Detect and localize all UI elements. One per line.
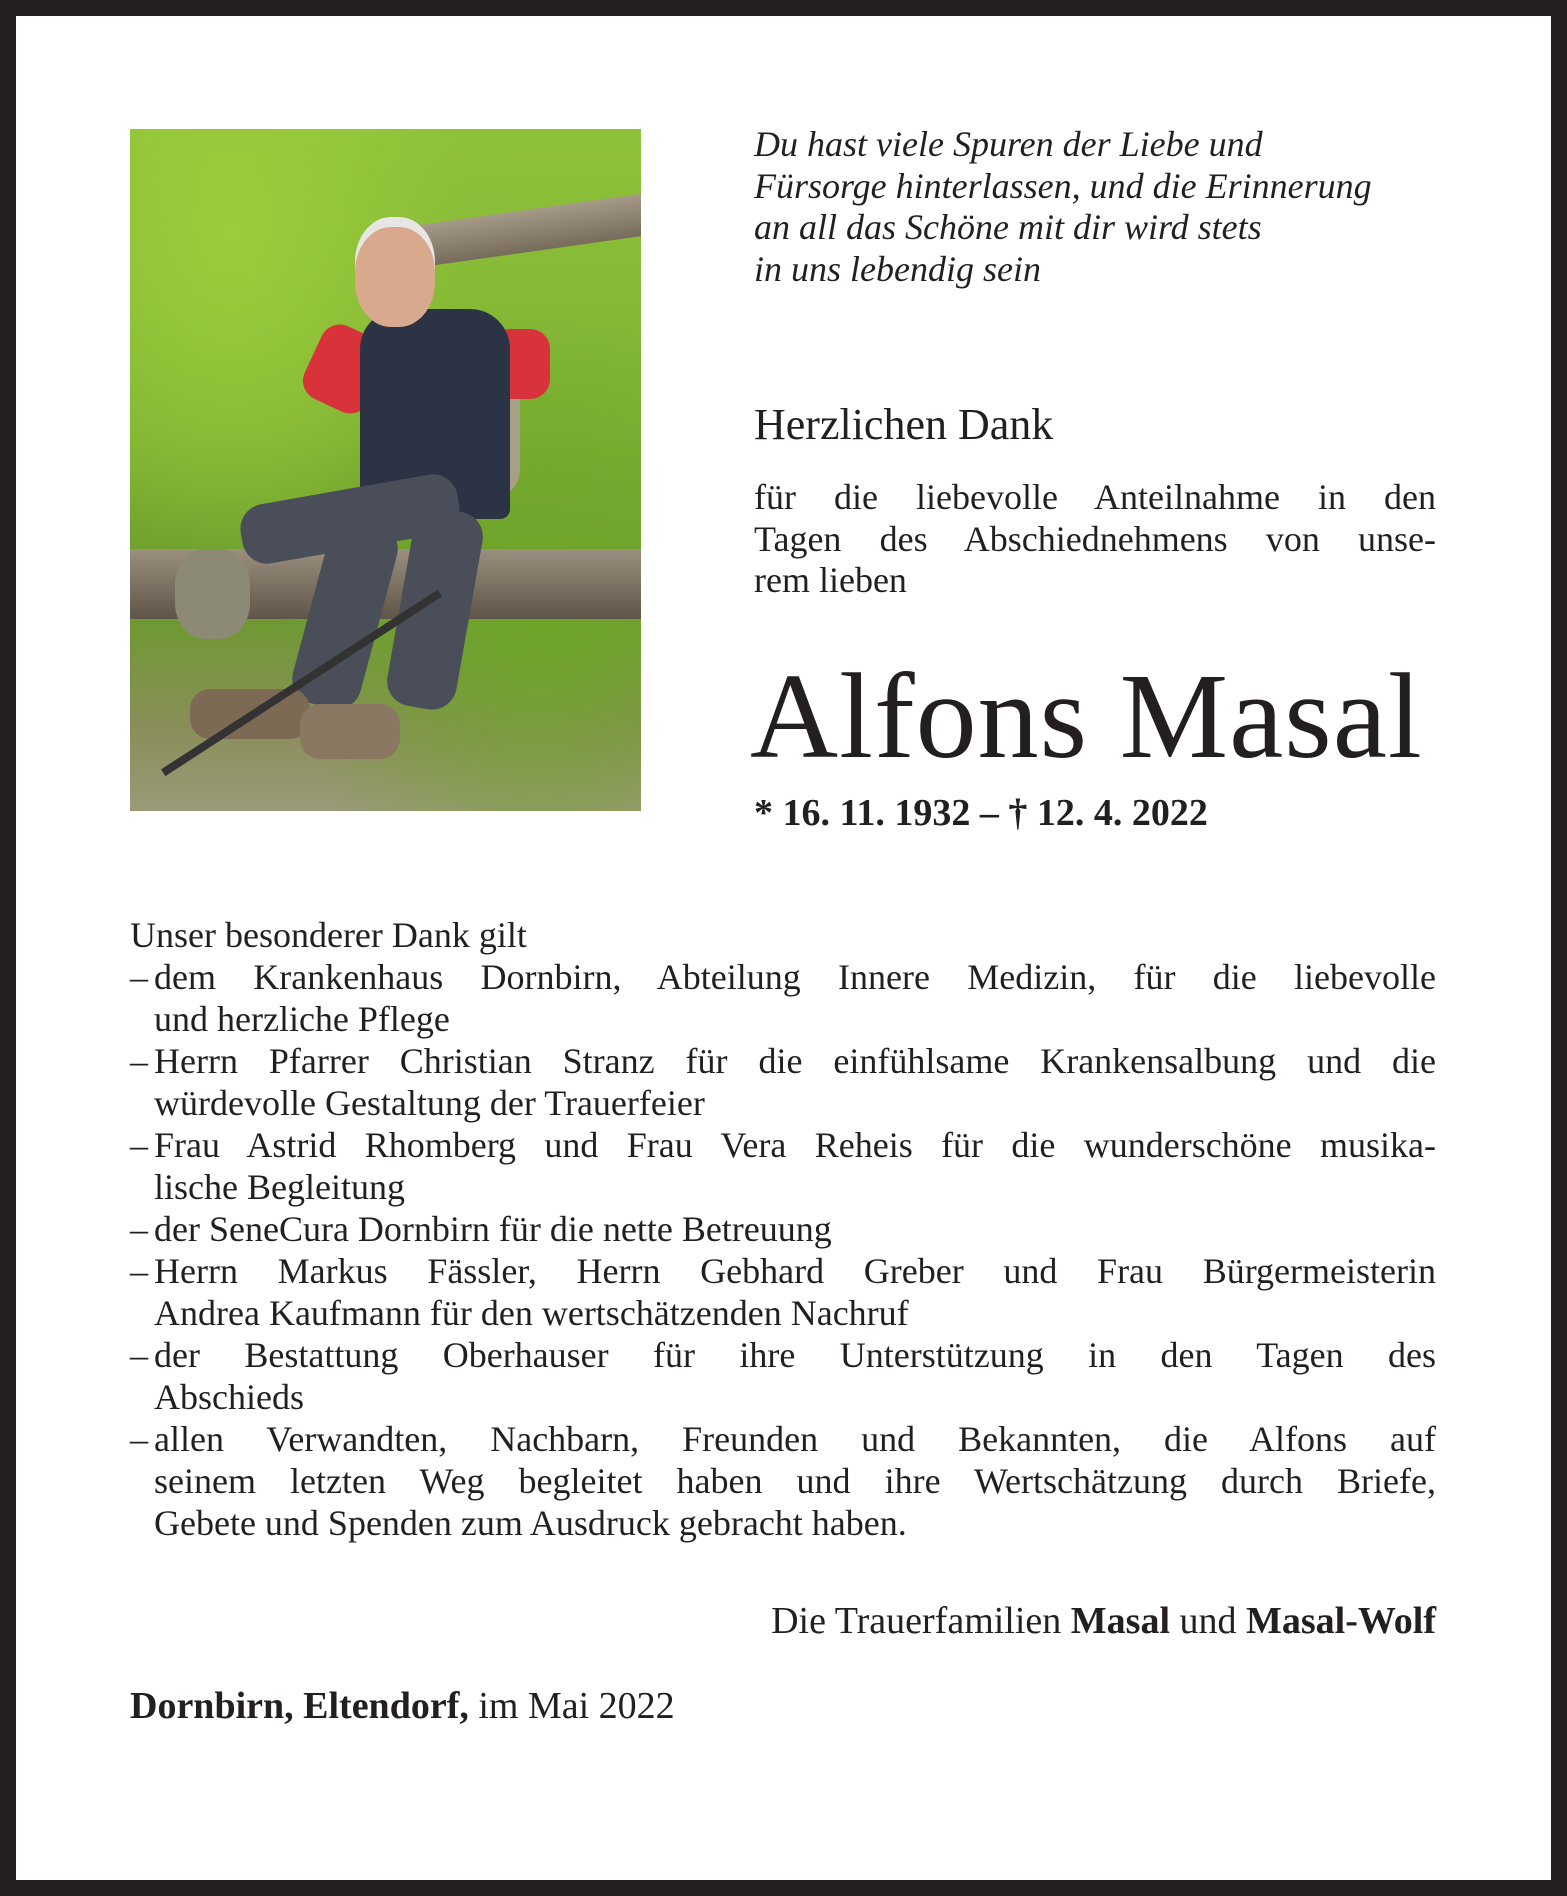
- dash: –: [130, 1125, 148, 1165]
- list-item-line: dem Krankenhaus Dornbirn, Abteilung Innere Medizin, für die liebevolle: [154, 957, 1436, 997]
- dash: –: [130, 1209, 148, 1249]
- list-intro: Unser besonderer Dank gilt: [130, 915, 527, 955]
- life-dates: * 16. 11. 1932 – † 12. 4. 2022: [754, 792, 1208, 834]
- dash: –: [130, 957, 148, 997]
- list-item-line: der Bestattung Oberhauser für ihre Unterstützung in den Tagen des: [154, 1335, 1436, 1375]
- quote-line: an all das Schöne mit dir wird stets: [754, 207, 1262, 248]
- list-item-line: würdevolle Gestaltung der Trauerfeier: [154, 1083, 705, 1123]
- dash: –: [130, 1041, 148, 1081]
- signature-prefix: Die Trauerfamilien: [771, 1600, 1071, 1642]
- list-item-line: der SeneCura Dornbirn für die nette Betreuung: [154, 1209, 832, 1249]
- list-item: [130, 1334, 1436, 1418]
- place-date: [130, 1684, 675, 1728]
- list-item-line: Herrn Pfarrer Christian Stranz für die einfühlsame Krankensalbung und die: [154, 1041, 1436, 1081]
- signature-and: und: [1170, 1600, 1247, 1642]
- signature: [771, 1599, 1436, 1643]
- quote-line: in uns lebendig sein: [754, 249, 1041, 290]
- dash: –: [130, 1251, 148, 1291]
- list-item-line: seinem letzten Weg begleitet haben und ihre Wertschätzung durch Briefe,: [154, 1461, 1436, 1501]
- dash: –: [130, 1335, 148, 1375]
- quote-line: Fürsorge hinterlassen, und die Erinnerung: [754, 165, 1372, 206]
- list-item: [130, 1250, 1436, 1334]
- list-item: [130, 1208, 1436, 1250]
- list-item-line: Frau Astrid Rhomberg und Frau Vera Reheis für die wunderschöne musika-: [154, 1125, 1436, 1165]
- place: Dornbirn, Eltendorf,: [130, 1685, 469, 1727]
- list-item: [130, 1040, 1436, 1124]
- intro-line: für die liebevolle Anteilnahme in den: [754, 477, 1436, 517]
- list-item: [130, 1124, 1436, 1208]
- deceased-name: Alfons Masal: [750, 649, 1423, 784]
- intro-text: [754, 477, 1436, 602]
- list-item-line: Herrn Markus Fässler, Herrn Gebhard Greber und Frau Bürgermeisterin: [154, 1251, 1436, 1291]
- family-name: Masal: [1070, 1600, 1171, 1642]
- list-item: [130, 1418, 1436, 1544]
- obituary-page: [16, 16, 1551, 1880]
- heading: Herzlichen Dank: [754, 400, 1054, 449]
- family-name: Masal-Wolf: [1246, 1600, 1436, 1642]
- list-item-line: Andrea Kaufmann für den wertschätzenden Nachruf: [154, 1293, 909, 1333]
- list-item-line: lische Begleitung: [154, 1167, 405, 1207]
- dash: –: [130, 1419, 148, 1459]
- intro-line: Tagen des Abschiednehmens von unse-: [754, 518, 1436, 559]
- list-item-line: und herzliche Pflege: [154, 999, 450, 1039]
- list-item-line: allen Verwandten, Nachbarn, Freunden und Bekannten, die Alfons auf: [154, 1419, 1436, 1459]
- list-item-line: Abschieds: [154, 1377, 304, 1417]
- intro-line: rem lieben: [754, 560, 907, 601]
- thanks-list: [130, 914, 1436, 1544]
- portrait-photo: [130, 129, 641, 811]
- list-item: [130, 956, 1436, 1040]
- date: im Mai 2022: [468, 1685, 675, 1727]
- list-item-line: Gebete und Spenden zum Ausdruck gebracht haben.: [154, 1503, 907, 1543]
- memorial-quote: [754, 124, 1454, 291]
- quote-line: Du hast viele Spuren der Liebe und: [754, 124, 1263, 164]
